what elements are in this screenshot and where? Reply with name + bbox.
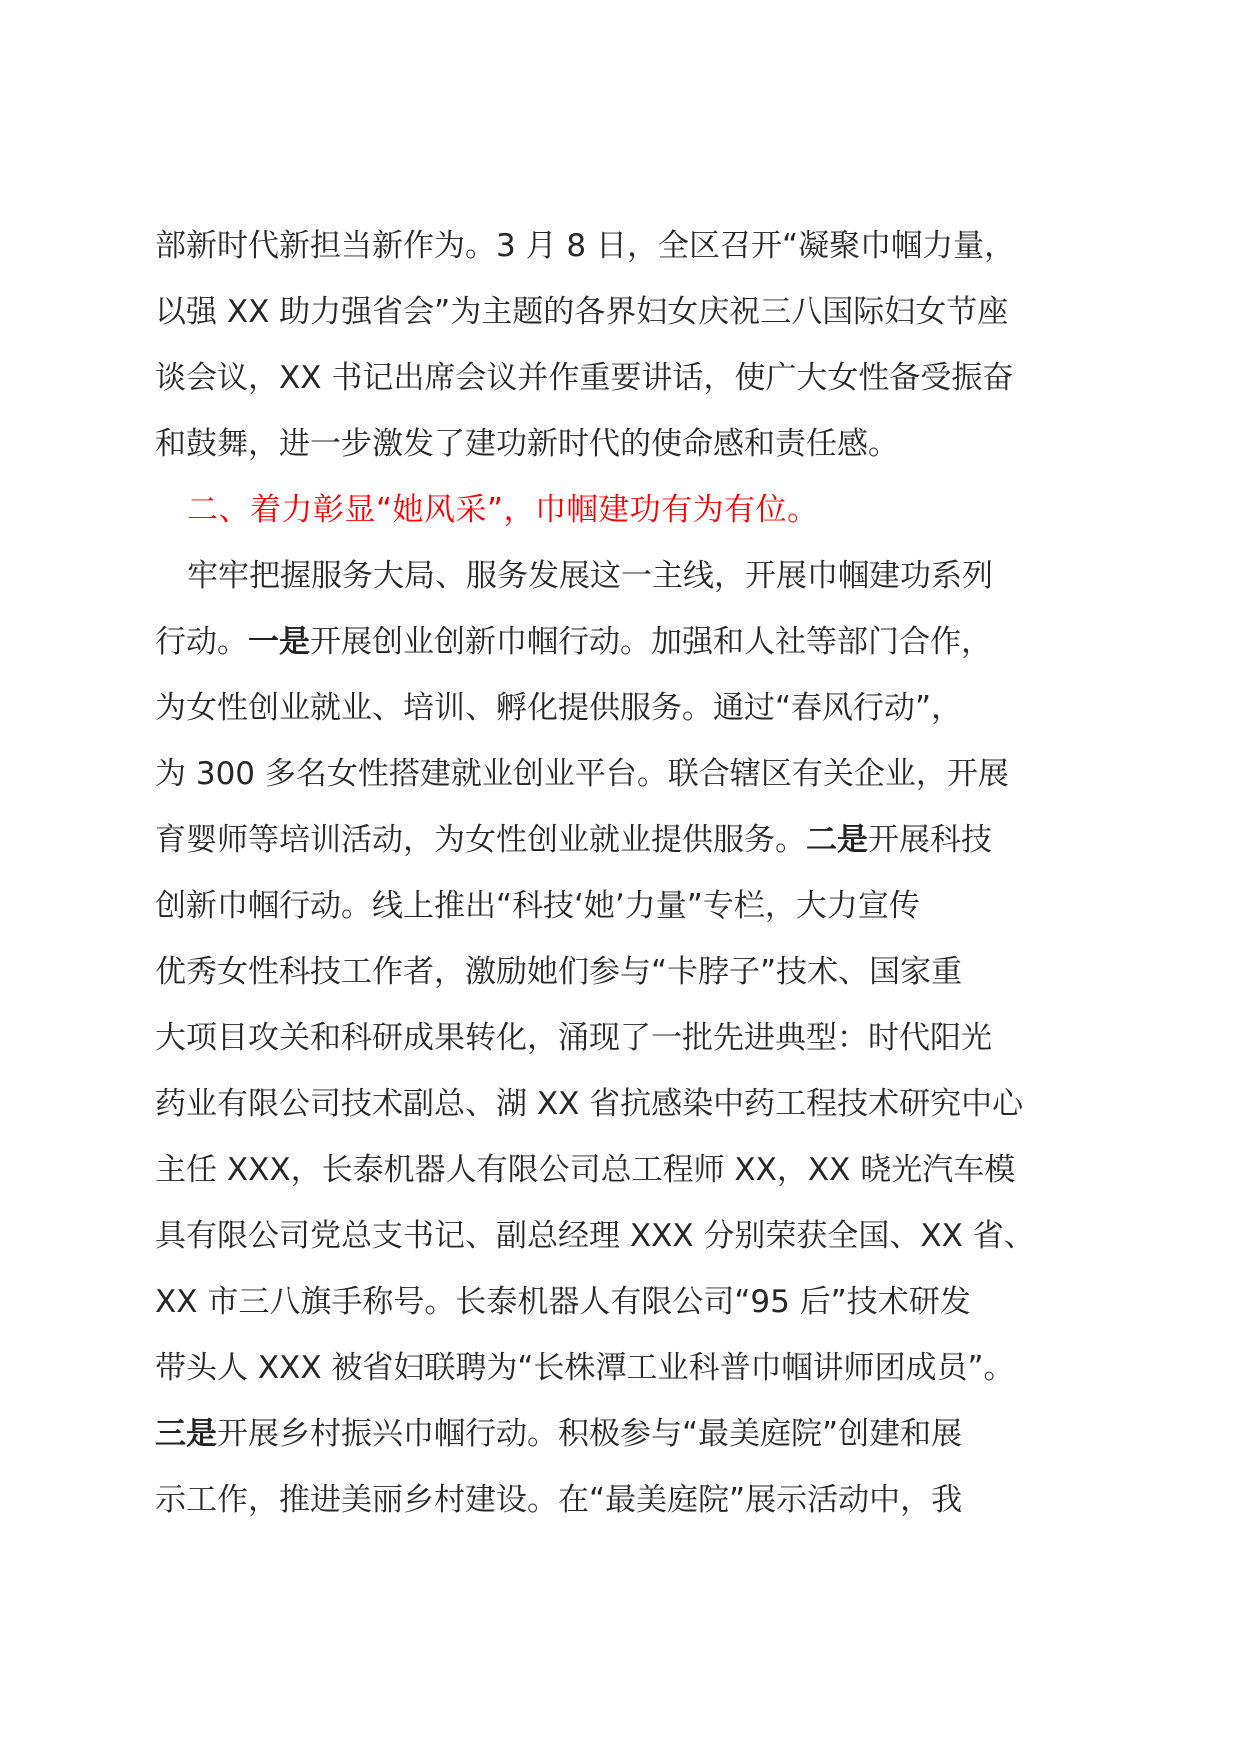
paragraph-2-line-5: [155, 807, 1095, 873]
text-line: 带头人 XXX 被省妇联聘为“长株潭工业科普巾帼讲师团成员”。: [155, 1350, 1015, 1386]
paragraph-1-line-1: [155, 213, 1095, 279]
paragraph-2-line-8: [155, 1005, 1095, 1071]
text-line: 谈会议，XX 书记出席会议并作重要讲话，使广大女性备受振奋: [155, 360, 1014, 396]
text-segment: 行动。: [155, 624, 248, 660]
section-heading-text: 二、着力彰显“她风采”，巾帼建功有为有位。: [187, 492, 819, 528]
text-line: 和鼓舞，进一步激发了建功新时代的使命感和责任感。: [155, 426, 899, 462]
paragraph-1-line-2: [155, 279, 1095, 345]
text-line: 优秀女性科技工作者，激励她们参与“卡脖子”技术、国家重: [155, 954, 963, 990]
document-body: [155, 213, 1095, 1533]
paragraph-2-line-15: [155, 1467, 1095, 1533]
paragraph-2-line-6: [155, 873, 1095, 939]
text-line: 部新时代新担当新作为。3 月 8 日，全区召开“凝聚巾帼力量，: [155, 228, 1016, 264]
text-line: [155, 609, 992, 675]
text-segment: 开展乡村振兴巾帼行动。积极参与“最美庭院”创建和展: [217, 1416, 963, 1452]
bold-marker-three: 三是: [155, 1416, 217, 1452]
paragraph-2-line-14: [155, 1401, 1095, 1467]
text-line: 主任 XXX，长泰机器人有限公司总工程师 XX，XX 晓光汽车模: [155, 1152, 1016, 1188]
paragraph-2-line-7: [155, 939, 1095, 1005]
text-line: 药业有限公司技术副总、湖 XX 省抗感染中药工程技术研究中心: [155, 1086, 1024, 1122]
bold-marker-two: 二是: [806, 822, 868, 858]
paragraph-2-line-2: [155, 609, 1095, 675]
paragraph-2-line-10: [155, 1137, 1095, 1203]
paragraph-2-line-12: [155, 1269, 1095, 1335]
text-line: 牢牢把握服务大局、服务发展这一主线，开展巾帼建功系列: [187, 558, 993, 594]
text-segment: 育婴师等培训活动，为女性创业就业提供服务。: [155, 822, 806, 858]
text-line: 大项目攻关和科研成果转化，涌现了一批先进典型：时代阳光: [155, 1020, 992, 1056]
text-line: [155, 1401, 962, 1467]
bold-marker-one: 一是: [248, 624, 310, 660]
paragraph-2-line-1: [155, 543, 1095, 609]
text-line: 以强 XX 助力强省会”为主题的各界妇女庆祝三八国际妇女节座: [155, 294, 1009, 330]
paragraph-2-line-3: [155, 675, 1095, 741]
text-segment: 开展科技: [868, 822, 992, 858]
paragraph-2-line-4: [155, 741, 1095, 807]
text-line: 为 300 多名女性搭建就业创业平台。联合辖区有关企业，开展: [155, 756, 1009, 792]
paragraph-1-line-3: [155, 345, 1095, 411]
paragraph-2-line-13: [155, 1335, 1095, 1401]
section-heading-2: [155, 477, 1095, 543]
text-line: 具有限公司党总支书记、副总经理 XXX 分别荣获全国、XX 省、: [155, 1218, 1035, 1254]
text-line: XX 市三八旗手称号。长泰机器人有限公司“95 后”技术研发: [155, 1284, 971, 1320]
text-line: 示工作，推进美丽乡村建设。在“最美庭院”展示活动中，我: [155, 1482, 963, 1518]
text-line: 创新巾帼行动。线上推出“科技‘她’力量”专栏，大力宣传: [155, 888, 920, 924]
text-line: [155, 807, 992, 873]
paragraph-2-line-11: [155, 1203, 1095, 1269]
text-line: 为女性创业就业、培训、孵化提供服务。通过“春风行动”，: [155, 690, 963, 726]
paragraph-1-line-4: [155, 411, 1095, 477]
paragraph-2-line-9: [155, 1071, 1095, 1137]
text-segment: 开展创业创新巾帼行动。加强和人社等部门合作，: [310, 624, 992, 660]
